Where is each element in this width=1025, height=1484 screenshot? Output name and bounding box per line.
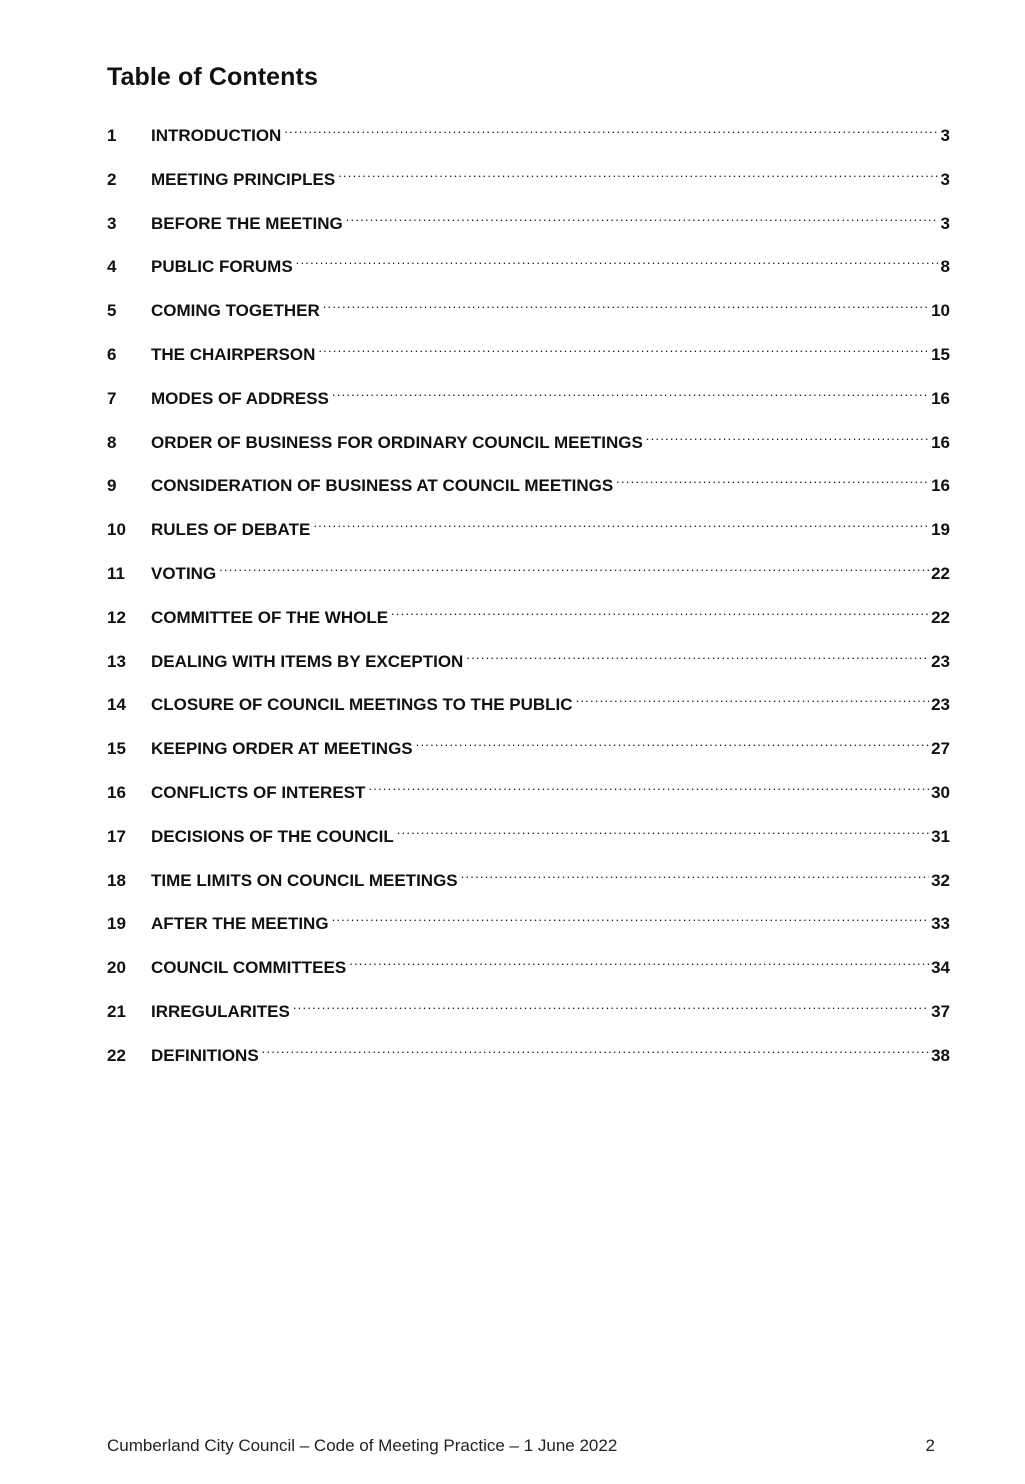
toc-entry-title: DECISIONS OF THE COUNCIL <box>151 825 397 849</box>
toc-entry-title: CONSIDERATION OF BUSINESS AT COUNCIL MEETINGS <box>151 474 616 498</box>
toc-entry[interactable] <box>107 555 950 599</box>
toc-entry-number: 16 <box>107 782 126 802</box>
toc-entry-title: INTRODUCTION <box>151 124 284 148</box>
toc-entry[interactable] <box>107 336 950 380</box>
toc-entry-page: 8 <box>940 257 950 277</box>
toc-dot-leader <box>318 336 929 360</box>
toc-entry-page: 23 <box>931 651 950 671</box>
toc-dot-leader <box>368 774 929 798</box>
toc-entry-title: BEFORE THE MEETING <box>151 212 346 236</box>
toc-entry-number: 2 <box>107 169 117 189</box>
toc-entry-title: IRREGULARITES <box>151 1000 293 1024</box>
toc-entry-title: AFTER THE MEETING <box>151 912 332 936</box>
toc-entry-number: 15 <box>107 739 126 759</box>
toc-entry[interactable] <box>107 949 950 993</box>
toc-entry-number: 14 <box>107 695 126 715</box>
toc-entry[interactable] <box>107 511 950 555</box>
toc-dot-leader <box>416 730 929 754</box>
toc-entry-title: DEFINITIONS <box>151 1044 262 1068</box>
toc-entry[interactable] <box>107 117 950 161</box>
toc-entry[interactable] <box>107 380 950 424</box>
toc-entry[interactable] <box>107 161 950 205</box>
toc-entry-number: 19 <box>107 914 126 934</box>
toc-dot-leader <box>576 686 930 710</box>
toc-dot-leader <box>219 555 929 579</box>
toc-entry-page: 19 <box>931 520 950 540</box>
toc-dot-leader <box>397 818 929 842</box>
toc-entry-number: 8 <box>107 432 117 452</box>
table-of-contents <box>107 117 950 1081</box>
toc-entry-page: 16 <box>931 388 950 408</box>
toc-entry-page: 22 <box>931 607 950 627</box>
toc-entry-title: COMING TOGETHER <box>151 299 323 323</box>
toc-entry-number: 13 <box>107 651 126 671</box>
toc-entry-page: 27 <box>931 739 950 759</box>
toc-entry-number: 17 <box>107 826 126 846</box>
toc-entry-number: 12 <box>107 607 126 627</box>
toc-entry-title: COMMITTEE OF THE WHOLE <box>151 606 391 630</box>
toc-entry[interactable] <box>107 993 950 1037</box>
toc-entry-page: 3 <box>940 213 950 233</box>
toc-entry-number: 7 <box>107 388 117 408</box>
toc-dot-leader <box>332 905 930 929</box>
toc-entry-page: 31 <box>931 826 950 846</box>
toc-dot-leader <box>332 380 929 404</box>
toc-entry[interactable] <box>107 730 950 774</box>
toc-entry-number: 5 <box>107 301 117 321</box>
toc-entry-number: 10 <box>107 520 126 540</box>
toc-entry[interactable] <box>107 643 950 687</box>
toc-entry-page: 33 <box>931 914 950 934</box>
toc-dot-leader <box>262 1037 929 1061</box>
toc-entry[interactable] <box>107 686 950 730</box>
toc-entry[interactable] <box>107 467 950 511</box>
toc-entry-title: PUBLIC FORUMS <box>151 255 296 279</box>
toc-entry-title: RULES OF DEBATE <box>151 518 313 542</box>
toc-entry[interactable] <box>107 1037 950 1081</box>
toc-entry-title: VOTING <box>151 562 219 586</box>
toc-entry-title: DEALING WITH ITEMS BY EXCEPTION <box>151 650 466 674</box>
toc-entry-page: 16 <box>931 476 950 496</box>
toc-entry-page: 3 <box>940 126 950 145</box>
toc-dot-leader <box>323 292 929 316</box>
toc-entry[interactable] <box>107 862 950 906</box>
toc-entry-title: CLOSURE OF COUNCIL MEETINGS TO THE PUBLIC <box>151 693 576 717</box>
toc-dot-leader <box>349 949 929 973</box>
toc-entry-number: 18 <box>107 870 126 890</box>
toc-dot-leader <box>293 993 929 1017</box>
toc-entry-title: KEEPING ORDER AT MEETINGS <box>151 737 416 761</box>
toc-entry-page: 23 <box>931 695 950 715</box>
toc-entry-page: 34 <box>931 958 950 978</box>
toc-entry-page: 10 <box>931 301 950 321</box>
toc-entry[interactable] <box>107 292 950 336</box>
toc-entry[interactable] <box>107 905 950 949</box>
toc-entry[interactable] <box>107 818 950 862</box>
toc-entry-number: 21 <box>107 1001 126 1021</box>
toc-entry-title: TIME LIMITS ON COUNCIL MEETINGS <box>151 869 461 893</box>
toc-entry-page: 15 <box>931 344 950 364</box>
toc-dot-leader <box>313 511 929 535</box>
footer-text: Cumberland City Council – Code of Meeting Practice – 1 June 2022 <box>107 1436 618 1455</box>
toc-entry-number: 9 <box>107 476 117 496</box>
toc-entry-title: THE CHAIRPERSON <box>151 343 318 367</box>
toc-entry-page: 37 <box>931 1001 950 1021</box>
toc-entry-title: MEETING PRINCIPLES <box>151 168 338 192</box>
toc-entry-title: ORDER OF BUSINESS FOR ORDINARY COUNCIL MEETINGS <box>151 431 646 455</box>
toc-entry[interactable] <box>107 248 950 292</box>
toc-dot-leader <box>466 643 929 667</box>
toc-dot-leader <box>346 205 938 229</box>
page-title: Table of Contents <box>107 63 318 91</box>
toc-entry-page: 38 <box>931 1045 950 1065</box>
toc-entry-page: 32 <box>931 870 950 890</box>
toc-entry[interactable] <box>107 424 950 468</box>
toc-dot-leader <box>616 467 929 491</box>
toc-entry-page: 22 <box>931 563 950 583</box>
toc-entry-number: 11 <box>107 563 125 583</box>
toc-entry-page: 3 <box>940 169 950 189</box>
toc-entry-title: CONFLICTS OF INTEREST <box>151 781 368 805</box>
toc-dot-leader <box>646 424 929 448</box>
toc-entry-page: 16 <box>931 432 950 452</box>
toc-dot-leader <box>391 599 929 623</box>
toc-entry[interactable] <box>107 599 950 643</box>
toc-entry-title: COUNCIL COMMITTEES <box>151 956 349 980</box>
toc-entry[interactable] <box>107 774 950 818</box>
toc-entry-number: 3 <box>107 213 117 233</box>
toc-entry-number: 1 <box>107 126 117 145</box>
toc-dot-leader <box>461 862 929 886</box>
footer-page-number: 2 <box>925 1436 935 1455</box>
toc-dot-leader <box>296 248 938 272</box>
toc-entry-number: 20 <box>107 958 126 978</box>
toc-entry-number: 22 <box>107 1045 126 1065</box>
toc-entry-number: 4 <box>107 257 117 277</box>
toc-dot-leader <box>284 117 938 141</box>
toc-dot-leader <box>338 161 938 185</box>
toc-entry-title: MODES OF ADDRESS <box>151 387 332 411</box>
toc-entry[interactable] <box>107 205 950 249</box>
toc-entry-number: 6 <box>107 344 117 364</box>
toc-entry-page: 30 <box>931 782 950 802</box>
